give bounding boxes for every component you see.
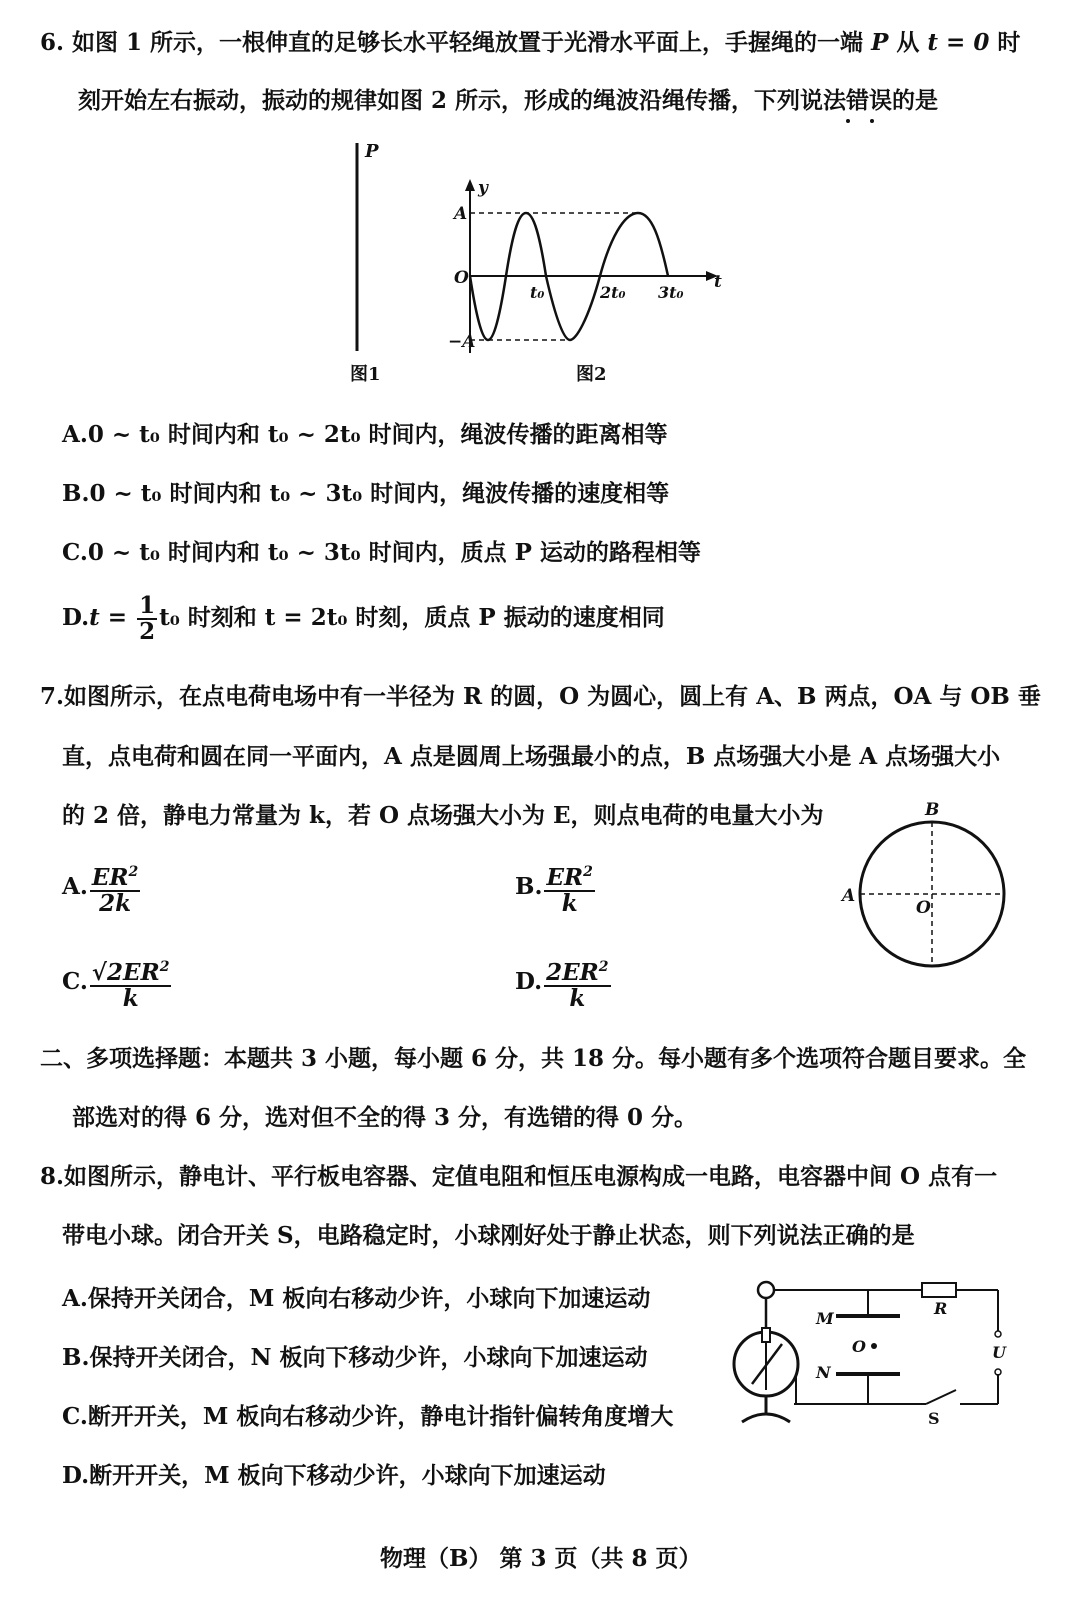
label-u: U bbox=[992, 1343, 1006, 1362]
label-o: O bbox=[852, 1337, 866, 1356]
q8-text-line1: 如图所示，静电计、平行板电容器、定值电阻和恒压电源构成一电路，电容器中间 O 点有一 bbox=[64, 1163, 998, 1190]
option-letter: D. bbox=[515, 968, 543, 995]
q6-t0-eq: t = 0 bbox=[927, 29, 990, 56]
label-s: S bbox=[928, 1409, 940, 1428]
q7-line2: 直，点电荷和圆在同一平面内，A 点是圆周上场强最小的点，B 点场强大小是 A 点场强大小 bbox=[62, 743, 1001, 770]
electrometer-insulator bbox=[762, 1328, 770, 1342]
fraction-num: √2ER bbox=[91, 959, 160, 986]
fig2-label-neg-a: −A bbox=[448, 332, 476, 352]
option-text: 0 ~ t₀ 时间内和 t₀ ~ 3t₀ 时间内，绳波传播的速度相等 bbox=[89, 480, 670, 507]
q8-circuit-figure bbox=[728, 1272, 1028, 1432]
option-letter: C. bbox=[62, 539, 88, 566]
q8-option-d[interactable] bbox=[62, 1457, 606, 1490]
q7-line3: 的 2 倍，静电力常量为 k，若 O 点场强大小为 E，则点电荷的电量大小为 bbox=[62, 802, 824, 829]
q7-option-d[interactable] bbox=[515, 955, 613, 1011]
q7-circle-figure bbox=[836, 795, 1026, 980]
fraction-den: k bbox=[561, 890, 578, 917]
fraction bbox=[544, 860, 594, 916]
q6-option-c[interactable] bbox=[62, 534, 701, 567]
q7-option-b[interactable] bbox=[515, 860, 597, 916]
fraction-num: ER bbox=[546, 864, 584, 891]
q6-option-d[interactable] bbox=[62, 594, 665, 644]
section2-line1: 二、多项选择题：本题共 3 小题，每小题 6 分，共 18 分。每小题有多个选项符合题目要求。全 bbox=[40, 1045, 1027, 1072]
option-text: 保持开关闭合，M 板向右移动少许，小球向下加速运动 bbox=[87, 1285, 651, 1312]
fraction-den: 2 bbox=[139, 618, 156, 645]
switch-s bbox=[926, 1390, 956, 1404]
fig2-t-label: t bbox=[714, 272, 722, 292]
label-n: N bbox=[816, 1363, 831, 1382]
emphasis-dot bbox=[870, 119, 874, 123]
option-text: 断开开关，M 板向右移动少许，静电计指针偏转角度增大 bbox=[87, 1403, 674, 1430]
fig2-label-o: O bbox=[454, 268, 469, 288]
q7-option-a[interactable] bbox=[62, 860, 142, 916]
emphasis-dot bbox=[846, 119, 850, 123]
q8-number: 8. bbox=[40, 1163, 65, 1190]
fig2-tick-2t0: 2t₀ bbox=[600, 283, 626, 302]
label-m: M bbox=[816, 1309, 834, 1328]
label-r: R bbox=[934, 1299, 948, 1318]
exponent: 2 bbox=[583, 864, 593, 880]
q7-text-line1: 如图所示，在点电荷电场中有一半径为 R 的圆，O 为圆心，圆上有 A、B 两点，OA 与 OB 垂 bbox=[64, 683, 1041, 710]
fig2-tick-t0: t₀ bbox=[530, 283, 545, 302]
fraction-num: 1 bbox=[139, 592, 156, 619]
option-text: t₀ 时刻和 t = 2t₀ 时刻，质点 P 振动的速度相同 bbox=[159, 604, 665, 631]
q6-number: 6. bbox=[40, 29, 65, 56]
option-letter: A. bbox=[62, 873, 88, 900]
option-letter: B. bbox=[62, 1344, 90, 1371]
q8-option-c[interactable] bbox=[62, 1398, 673, 1431]
q7-label-o: O bbox=[916, 898, 931, 918]
q6-var-p: P bbox=[871, 29, 889, 56]
option-letter: A. bbox=[62, 421, 88, 448]
q6-from: 从 bbox=[896, 29, 920, 56]
exponent: 2 bbox=[598, 959, 609, 975]
fraction-num: 2ER bbox=[546, 959, 599, 986]
fig2-label-a: A bbox=[454, 204, 468, 224]
q6-option-b[interactable] bbox=[62, 475, 669, 508]
q8-option-a[interactable] bbox=[62, 1280, 650, 1313]
page-footer: 物理（B） 第 3 页（共 8 页） bbox=[380, 1545, 702, 1572]
option-letter: B. bbox=[62, 480, 90, 507]
fraction bbox=[544, 955, 610, 1011]
q8-line2: 带电小球。闭合开关 S，电路稳定时，小球刚好处于静止状态，则下列说法正确的是 bbox=[62, 1222, 915, 1249]
q7-label-a: A bbox=[842, 886, 856, 906]
fraction bbox=[137, 594, 157, 644]
fraction-den: 2k bbox=[99, 890, 132, 917]
q6-option-a[interactable] bbox=[62, 416, 668, 449]
option-pre: t = bbox=[89, 604, 136, 631]
resistor-r bbox=[922, 1283, 956, 1297]
fraction bbox=[90, 955, 172, 1011]
q6-text-line1: 如图 1 所示，一根伸直的足够长水平轻绳放置于光滑水平面上，手握绳的一端 bbox=[72, 29, 864, 56]
option-letter: D. bbox=[62, 604, 90, 631]
option-letter: C. bbox=[62, 968, 88, 995]
option-letter: A. bbox=[62, 1285, 88, 1312]
q7-line1 bbox=[40, 682, 1041, 712]
q7-label-b: B bbox=[925, 800, 940, 820]
option-text: 0 ~ t₀ 时间内和 t₀ ~ 2t₀ 时间内，绳波传播的距离相等 bbox=[87, 421, 668, 448]
fig2-y-label: y bbox=[478, 178, 488, 198]
fraction-den: k bbox=[569, 985, 586, 1012]
fraction-num: ER bbox=[91, 864, 129, 891]
stand-base bbox=[742, 1414, 790, 1422]
fig1-label-p: P bbox=[365, 141, 379, 162]
option-text: 断开开关，M 板向下移动少许，小球向下加速运动 bbox=[89, 1462, 606, 1489]
q7-number: 7. bbox=[40, 683, 65, 710]
q8-option-b[interactable] bbox=[62, 1339, 647, 1372]
option-letter: D. bbox=[62, 1462, 90, 1489]
q6-time-word: 时 bbox=[997, 29, 1021, 56]
fig2-tick-3t0: 3t₀ bbox=[658, 283, 684, 302]
option-text: 保持开关闭合，N 板向下移动少许，小球向下加速运动 bbox=[89, 1344, 648, 1371]
fig1-caption: 图1 bbox=[350, 364, 381, 385]
exponent: 2 bbox=[159, 959, 170, 975]
fig2-caption: 图2 bbox=[576, 364, 607, 385]
electrometer-knob bbox=[758, 1282, 774, 1298]
q7-option-c[interactable] bbox=[62, 955, 173, 1011]
charged-ball bbox=[871, 1343, 877, 1349]
section2-line2: 部选对的得 6 分，选对但不全的得 3 分，有选错的得 0 分。 bbox=[72, 1104, 698, 1131]
q6-figures bbox=[330, 135, 750, 395]
fig2-y-arrow bbox=[465, 179, 475, 191]
option-letter: C. bbox=[62, 1403, 88, 1430]
fraction-den: k bbox=[122, 985, 139, 1012]
q6-line2: 刻开始左右振动，振动的规律如图 2 所示，形成的绳波沿绳传播，下列说法错误的是 bbox=[78, 87, 939, 114]
terminal-top bbox=[995, 1331, 1001, 1337]
option-letter: B. bbox=[515, 873, 543, 900]
q6-line1 bbox=[40, 28, 1020, 58]
option-text: 0 ~ t₀ 时间内和 t₀ ~ 3t₀ 时间内，质点 P 运动的路程相等 bbox=[87, 539, 701, 566]
exponent: 2 bbox=[128, 864, 139, 880]
q8-line1 bbox=[40, 1162, 997, 1192]
fraction bbox=[90, 860, 140, 916]
